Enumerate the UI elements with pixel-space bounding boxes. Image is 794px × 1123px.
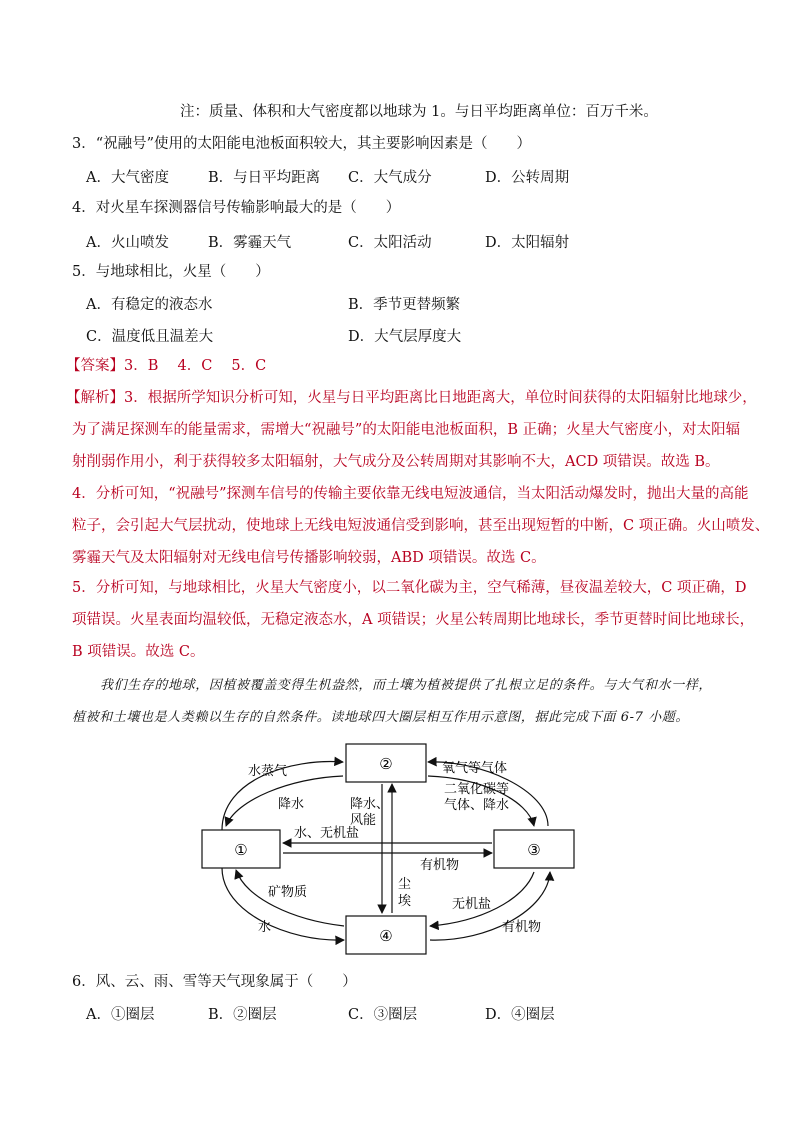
label-precip-wind-2: 风能 — [350, 813, 377, 828]
label-precip-left: 降水 — [278, 797, 305, 812]
sphere-box-3 — [494, 830, 574, 868]
label-dust-1: 尘 — [398, 877, 412, 892]
question-6-option-a[interactable]: A．①圈层 — [86, 1007, 155, 1023]
question-5-option-d[interactable]: D．大气层厚度大 — [348, 329, 462, 345]
answer-label: 【答案】 — [66, 358, 124, 374]
sphere-box-2 — [346, 744, 426, 782]
question-4-option-a[interactable]: A．火山喷发 — [86, 235, 169, 251]
analysis-line-1 — [66, 388, 757, 408]
label-minerals: 矿物质 — [268, 885, 308, 900]
question-3-option-b[interactable]: B．与日平均距离 — [208, 170, 321, 186]
sphere-box-1 — [202, 830, 280, 868]
question-6-option-b[interactable]: B．②圈层 — [208, 1007, 277, 1023]
question-5-option-c[interactable]: C．温度低且温差大 — [86, 329, 214, 345]
question-6-option-c[interactable]: C．③圈层 — [348, 1007, 418, 1023]
label-co2-2: 气体、降水 — [444, 798, 510, 813]
question-4-stem: 4．对火星车探测器信号传输影响最大的是（ ） — [72, 200, 401, 216]
analysis-line-3: 射削弱作用小，利于获得较多太阳辐射，大气成分及公转周期对其影响不大，ACD 项错误。故选 B。 — [72, 454, 720, 470]
sphere-box-4 — [346, 916, 426, 954]
passage-line-1: 我们生存的地球，因植被覆盖变得生机盎然，而土壤为植被提供了扎根立足的条件。与大气和水一样， — [100, 678, 713, 693]
analysis-line-9: B 项错误。故选 C。 — [72, 644, 205, 660]
box-3-label: ③ — [527, 841, 541, 859]
label-water-vapor: 水蒸气 — [248, 764, 288, 779]
label-dust-2: 埃 — [398, 894, 412, 909]
label-oxygen: 氧气等气体 — [442, 761, 508, 776]
sphere-interaction-diagram — [0, 740, 794, 970]
question-5-stem: 5．与地球相比，火星（ ） — [72, 264, 270, 280]
label-co2-1: 二氧化碳等 — [444, 782, 510, 797]
passage-line-2: 植被和土壤也是人类赖以生存的自然条件。读地球四大圈层相互作用示意图，据此完成下面 6-7 小题。 — [72, 710, 689, 725]
question-6-stem: 6．风、云、雨、雪等天气现象属于（ ） — [72, 974, 357, 990]
analysis-line-6: 雾霾天气及太阳辐射对无线电信号传播影响较弱，ABD 项错误。故选 C。 — [72, 550, 546, 566]
question-4-option-d[interactable]: D．太阳辐射 — [485, 235, 570, 251]
box-2-label: ② — [379, 755, 393, 773]
question-3-option-c[interactable]: C．大气成分 — [348, 170, 432, 186]
question-3-option-d[interactable]: D．公转周期 — [485, 170, 570, 186]
table-note: 注：质量、体积和大气密度都以地球为 1。与日平均距离单位：百万千米。 — [180, 104, 658, 120]
label-organic-mid: 有机物 — [420, 858, 460, 873]
label-water-low: 水 — [258, 920, 272, 935]
analysis-line-7: 5．分析可知，与地球相比，火星大气密度小，以二氧化碳为主，空气稀薄，昼夜温差较大，C 项正确，D — [72, 580, 747, 596]
box-4-label: ④ — [379, 927, 393, 945]
label-inorganic-salt: 无机盐 — [452, 897, 492, 912]
label-water-salt: 水、无机盐 — [294, 826, 360, 841]
question-4-option-c[interactable]: C．太阳活动 — [348, 235, 432, 251]
question-5-option-a[interactable]: A．有稳定的液态水 — [86, 297, 213, 313]
question-3-stem: 3．“祝融号”使用的太阳能电池板面积较大，其主要影响因素是（ ） — [72, 136, 532, 152]
question-4-option-b[interactable]: B．雾霾天气 — [208, 235, 292, 251]
box-1-label: ① — [234, 841, 248, 859]
analysis-line-5: 粒子，会引起大气层扰动，使地球上无线电短波通信受到影响，甚至出现短暂的中断，C 项正确。火山喷发、 — [72, 518, 770, 534]
analysis-label: 【解析】 — [66, 390, 124, 406]
analysis-line-2: 为了满足探测车的能量需求，需增大“祝融号”的太阳能电池板面积，B 正确；火星大气密度小，对太阳辐 — [72, 422, 741, 438]
analysis-line-4: 4．分析可知，“祝融号”探测车信号的传输主要依靠无线电短波通信，当太阳活动爆发时，抛出大量的高能 — [72, 486, 749, 502]
question-3-option-a[interactable]: A．大气密度 — [86, 170, 169, 186]
question-6-option-d[interactable]: D．④圈层 — [485, 1007, 555, 1023]
label-precip-wind-1: 降水、 — [350, 797, 390, 812]
label-organic-low: 有机物 — [502, 920, 542, 935]
analysis-line-8: 项错误。火星表面均温较低，无稳定液态水，A 项错误；火星公转周期比地球长，季节更替时间比地球长， — [72, 612, 755, 628]
answer-text: 3．B 4．C 5．C — [124, 358, 267, 374]
question-5-option-b[interactable]: B．季节更替频繁 — [348, 297, 461, 313]
analysis-text-1: 3．根据所学知识分析可知，火星与日平均距离比日地距离大，单位时间获得的太阳辐射比地球少， — [124, 390, 757, 406]
answer-line — [66, 356, 266, 376]
